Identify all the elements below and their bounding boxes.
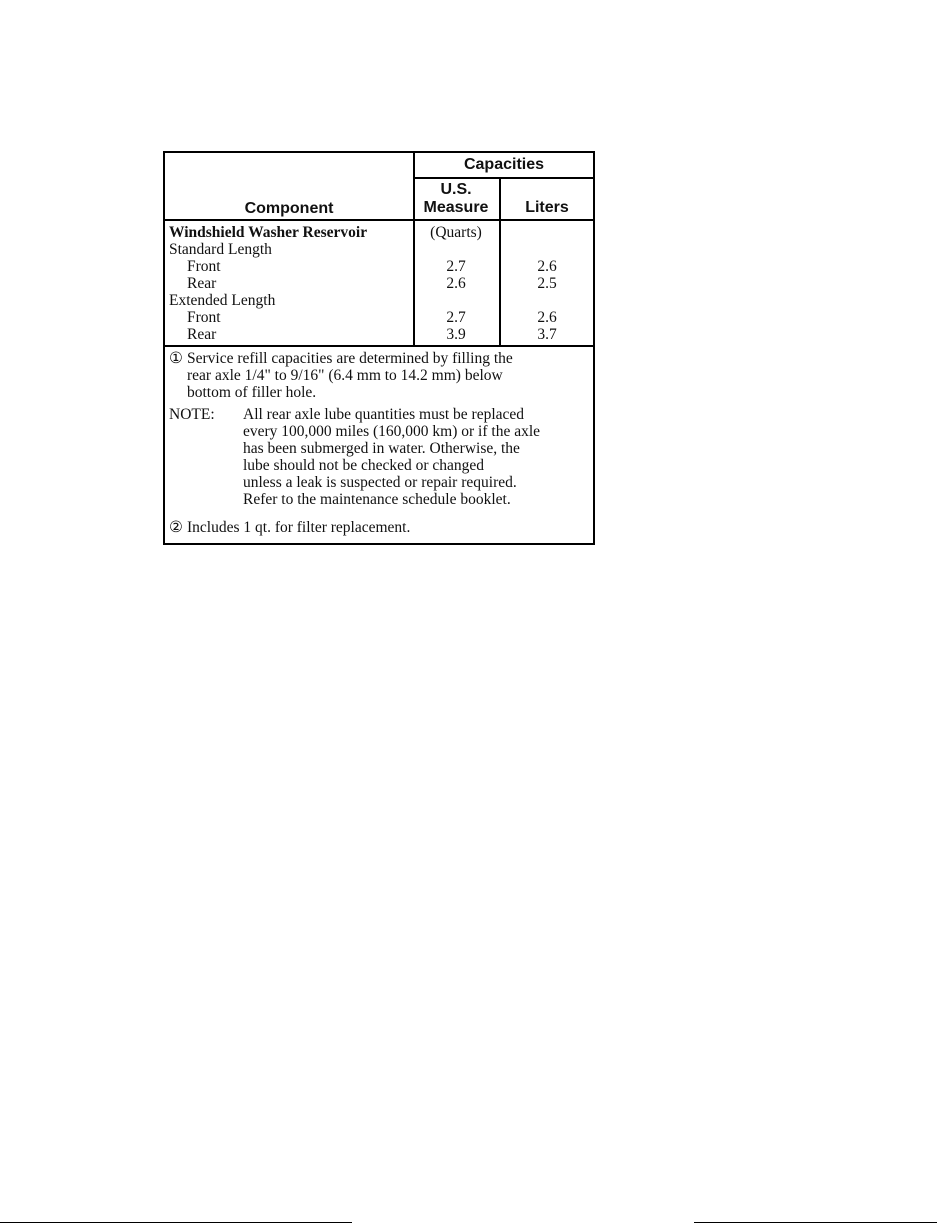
footnote-1-line: rear axle 1/4" to 9/16" (6.4 mm to 14.2 mm) below [187,367,503,384]
scan-edge-rule [694,1222,937,1223]
row-liters-value: 2.6 [537,258,557,275]
note-line: has been submerged in water. Otherwise, the [243,440,520,457]
footnote-1-marker: ① [169,350,183,367]
row-component: Front [187,309,221,326]
header-us-measure-line1: U.S. [440,181,472,198]
row-us-value: 2.7 [446,258,466,275]
note-line: All rear axle lube quantities must be replaced [243,406,525,423]
note-line: every 100,000 miles (160,000 km) or if the axle [243,423,541,440]
row-us-value: 3.9 [446,326,466,343]
row-us-value: 2.6 [446,275,466,292]
row-liters-value: 2.6 [537,309,557,326]
header-component: Component [244,200,334,217]
row-liters-value: 2.5 [537,275,557,292]
row-component: Rear [187,275,217,292]
header-us-measure-line2: Measure [423,199,489,216]
note-label: NOTE: [169,406,215,423]
footnote-1-line: Service refill capacities are determined by filling the [187,350,513,367]
header-capacities: Capacities [463,156,545,173]
capacities-table [163,151,595,545]
row-liters-value: 3.7 [537,326,557,343]
row-divider [413,177,595,179]
note-line: lube should not be checked or changed [243,457,485,474]
row-component: Rear [187,326,217,343]
row-component: Extended Length [169,292,276,309]
header-liters: Liters [525,199,569,216]
row-component: Front [187,258,221,275]
header-divider [165,219,595,221]
scan-edge-rule [0,1222,352,1223]
footnote-2-text: Includes 1 qt. for filter replacement. [187,519,411,536]
note-line: Refer to the maintenance schedule booklet. [243,491,511,508]
row-us-value: 2.7 [446,309,466,326]
footnote-2-marker: ② [169,519,183,536]
footnote-1-line: bottom of filler hole. [187,384,317,401]
row-component: Windshield Washer Reservoir [169,224,368,241]
row-component: Standard Length [169,241,272,258]
row-us-value: (Quarts) [430,224,482,241]
note-line: unless a leak is suspected or repair required. [243,474,517,491]
notes-divider [165,345,595,347]
